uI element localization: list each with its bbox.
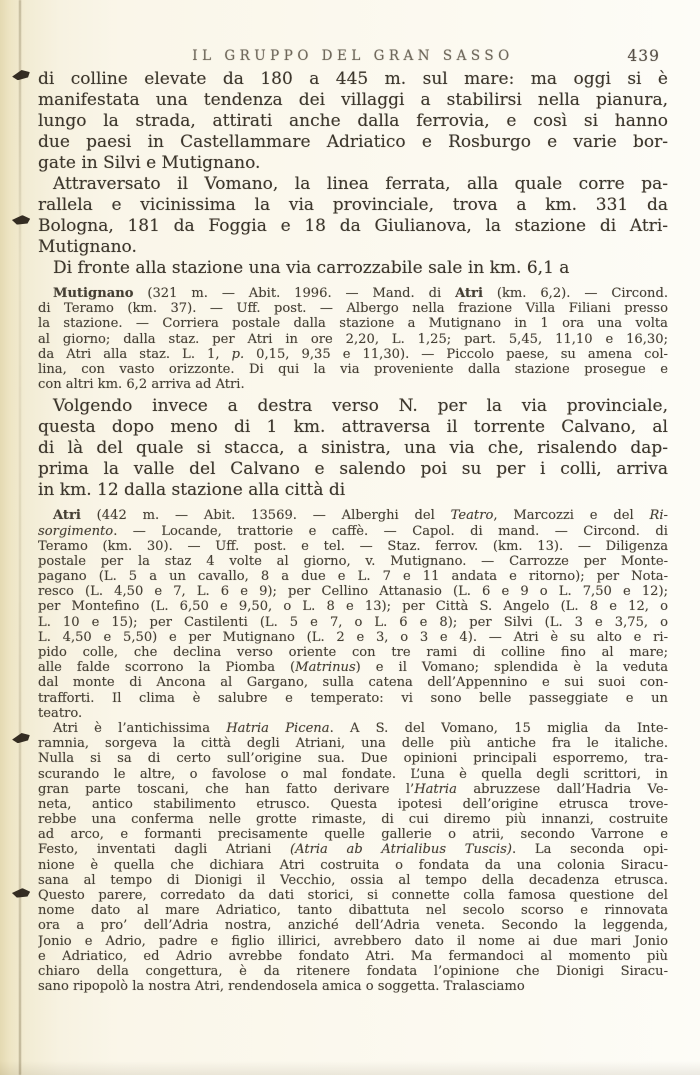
text-line: pido colle, che declina verso oriente con tre rami di colline fino al mare; — [38, 645, 668, 660]
text-line: nome dato al mare Adriatico, tanto dibattuta nel secolo scorso e rinnovata — [38, 903, 668, 919]
text-line: Atri è l’antichissima Hatria Picena. A S. del Vomano, 15 miglia da Inte- — [53, 720, 668, 736]
text-line: L. 4,50 e 5,50) e per Mutignano (L. 2 e 3, o 3 e 4). — Atri è su alto e ri- — [38, 629, 668, 645]
paragraph — [38, 721, 668, 994]
text-line: Mutignano (321 m. — Abit. 1996. — Mand. di Atri (km. 6,2). — Circond. — [53, 286, 668, 301]
text-line: Festo, inventati dagli Atriani (Atria ab Atrialibus Tuscis). La seconda opi- — [38, 842, 668, 858]
binding-stitch-icon — [12, 887, 31, 899]
text-line: neta, antico stabilimento etrusco. Questa ipotesi dell’origine etrusca trove- — [38, 796, 668, 812]
text-line: Mutignano. — [38, 237, 137, 257]
text-line: sana al tempo di Dionigi il Vecchio, ossia al tempo della decadenza etrusca. — [38, 872, 668, 888]
text-line: Di fronte alla stazione una via carrozzabile sale in km. 6,1 a — [53, 258, 570, 278]
text-line: di Teramo (km. 37). — Uff. post. — Albergo nella frazione Villa Filiani presso — [38, 301, 668, 317]
text-line: dal monte di Ancona al Gargano, sulla catena dell’Appennino e sui suoi con- — [38, 675, 668, 691]
page-number: 439 — [627, 47, 660, 65]
text-line: Volgendo invece a destra verso N. per la via provinciale, — [53, 396, 668, 417]
text-line: questa dopo meno di 1 km. attraversa il torrente Calvano, al — [38, 417, 668, 438]
text-line: gran parte toscani, che han fatto derivare l’Hatria abruzzese dall’Hadria Ve- — [38, 781, 668, 797]
text-line: lungo la strada, attirati anche dalla ferrovia, e così si hanno — [38, 111, 668, 131]
text-line: ramnia, sorgeva la città degli Atriani, una delle più antiche fra le italiche. — [38, 736, 668, 752]
text-line: e Adriatico, ed Adrio avrebbe fondato Atri. Ma fermandoci al momento più — [38, 948, 668, 964]
paragraph — [38, 396, 668, 501]
text-line: pagano (L. 5 a un cavallo, 8 a due e L. 7 e 11 andata e ritorno); per Nota- — [38, 569, 668, 585]
text-line: sano ripopolò la nostra Atri, rendendosela amica o soggetta. Tralasciamo — [38, 979, 525, 995]
text-line: teatro. — [38, 705, 83, 721]
text-line: Bologna, 181 da Foggia e 18 da Giulianova, la stazione di Atri- — [38, 216, 668, 236]
page-gutter-crease — [19, 0, 21, 1075]
text-line: di colline elevate da 180 a 445 m. sul mare: ma oggi si è — [38, 69, 668, 89]
paragraph — [38, 174, 668, 258]
text-line: la stazione. — Corriera postale dalla stazione a Mutignano in 1 ora una volta — [38, 316, 668, 332]
running-header — [38, 48, 668, 66]
text-line: Jonio e Adrio, padre e figlio illirici, avrebbero dato il nome ai due mari Jonio — [38, 933, 668, 949]
text-line: L. 10 e 15); per Castilenti (L. 5 e 7, o L. 6 e 8); per Silvi (L. 3 e 3,75, o — [38, 614, 668, 630]
text-line: ora a pro’ dell’Adria nostra, anziché dell’Adria veneta. Secondo la leggenda, — [38, 918, 668, 934]
text-line: di là del quale si stacca, a sinistra, una via che, risalendo dap- — [38, 438, 668, 459]
paragraph — [38, 258, 668, 279]
running-header-title: IL GRUPPO DEL GRAN SASSO — [192, 48, 514, 64]
text-line: Teramo (km. 30). — Uff. post. e tel. — Staz. ferrov. (km. 13). — Diligenza — [38, 538, 668, 554]
binding-stitch-icon — [12, 214, 31, 226]
text-column — [38, 69, 668, 994]
paragraph — [38, 508, 668, 721]
text-line: sorgimento. — Locande, trattorie e caffè. — Capol. di mand. — Circond. di — [38, 523, 668, 539]
text-line: scurando le altre, o favolose o mal fondate. L’una è quella degli scrittori, in — [38, 766, 668, 782]
text-line: alle falde scorrono la Piomba (Matrinus) e il Vomano; splendida è la veduta — [38, 660, 668, 676]
binding-stitch-icon — [12, 69, 31, 80]
text-line: ad arco, e formanti precisamente quelle gallerie o atrii, secondo Varrone e — [38, 827, 668, 843]
paragraph — [38, 286, 668, 392]
text-line: trafforti. Il clima è salubre e temperato: vi sono belle passeggiate e un — [38, 690, 668, 706]
binding-stitch-icon — [12, 732, 31, 743]
text-line: Atri (442 m. — Abit. 13569. — Alberghi del Teatro, Marcozzi e del Ri- — [53, 508, 668, 524]
text-line: in km. 12 dalla stazione alla città di — [38, 480, 346, 501]
text-line: con altri km. 6,2 arriva ad Atri. — [38, 377, 245, 393]
text-line: Attraversato il Vomano, la linea ferrata, alla quale corre pa- — [53, 174, 668, 194]
text-line: chiaro della congettura, è da ritenere fondata l’opinione che Dionigi Siracu- — [38, 963, 668, 979]
text-line: manifestata una tendenza dei villaggi a stabilirsi nella pianura, — [38, 90, 668, 110]
paragraph — [38, 69, 668, 174]
text-line: lina, con vasto orizzonte. Di qui la via proveniente dalla stazione prosegue e — [38, 361, 668, 377]
text-line: rebbe una conferma nelle grotte rimaste, di cui diremo più innanzi, costruite — [38, 812, 668, 828]
text-line: postale per la staz 4 volte al giorno, v. Mutignano. — Carrozze per Monte- — [38, 553, 668, 569]
text-line: nione è quella che dichiara Atri costruita o fondata da una colonia Siracu- — [38, 857, 668, 873]
text-line: per Montefino (L. 6,50 e 9,50, o L. 8 e 13); per Città S. Angelo (L. 8 e 12, o — [38, 599, 668, 615]
text-line: due paesi in Castellammare Adriatico e Rosburgo e varie bor- — [38, 132, 668, 152]
text-line: resco (L. 4,50 e 7, L. 6 e 9); per Cellino Attanasio (L. 6 e 9 o L. 7,50 e 12); — [38, 584, 668, 600]
text-line: al giorno; dalla staz. per Atri in ore 2,20, L. 1,25; part. 5,45, 11,10 e 16,30; — [38, 331, 668, 347]
text-line: Nulla si sa di certo sull’origine sua. Due opinioni principali esporremo, tra- — [38, 751, 668, 767]
text-line: prima la valle del Calvano e salendo poi su per i colli, arriva — [38, 459, 668, 480]
text-line: Questo parere, corredato da dati storici, si connette colla famosa questione del — [38, 888, 668, 903]
text-line: rallela e vicinissima la via provinciale, trova a km. 331 da — [38, 195, 668, 215]
text-line: da Atri alla staz. L. 1, p. 0,15, 9,35 e 11,30). — Piccolo paese, su amena col- — [38, 346, 668, 362]
text-line: gate in Silvi e Mutignano. — [38, 153, 261, 173]
